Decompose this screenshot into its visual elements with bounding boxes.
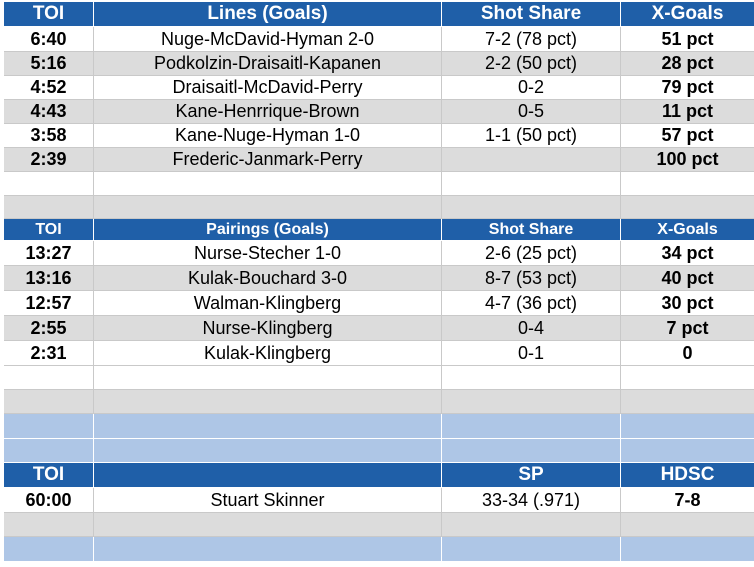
table-row bbox=[4, 291, 754, 316]
shot-share-cell: 7-2 (78 pct) bbox=[442, 27, 621, 52]
empty-cell bbox=[94, 537, 442, 562]
toi-cell: 4:43 bbox=[4, 100, 94, 124]
goalie-header-row bbox=[4, 463, 754, 488]
xgoals-cell: 30 pct bbox=[621, 291, 754, 316]
empty-cell bbox=[621, 196, 754, 219]
line-name-cell: Frederic-Janmark-Perry bbox=[94, 148, 442, 172]
empty-cell bbox=[4, 537, 94, 562]
goalie-name-cell: Stuart Skinner bbox=[94, 488, 442, 513]
table-row bbox=[4, 148, 754, 172]
table-row bbox=[4, 241, 754, 266]
empty-cell bbox=[4, 366, 94, 390]
xgoals-cell: 0 bbox=[621, 341, 754, 366]
shot-share-cell: 8-7 (53 pct) bbox=[442, 266, 621, 291]
table-row bbox=[4, 266, 754, 291]
empty-cell bbox=[4, 439, 94, 463]
table-row bbox=[4, 124, 754, 148]
empty-cell bbox=[442, 439, 621, 463]
shot-share-cell: 0-1 bbox=[442, 341, 621, 366]
empty-cell bbox=[621, 537, 754, 562]
empty-cell bbox=[621, 390, 754, 414]
empty-cell bbox=[4, 390, 94, 414]
table-row bbox=[4, 76, 754, 100]
toi-cell: 13:27 bbox=[4, 241, 94, 266]
lines-name-header: Lines (Goals) bbox=[94, 2, 442, 27]
empty-cell bbox=[621, 366, 754, 390]
lines-shots-header: Shot Share bbox=[442, 2, 621, 27]
toi-cell: 2:39 bbox=[4, 148, 94, 172]
table-row bbox=[4, 316, 754, 341]
empty-row bbox=[4, 390, 754, 414]
empty-cell bbox=[621, 439, 754, 463]
toi-cell: 12:57 bbox=[4, 291, 94, 316]
pairing-name-cell: Walman-Klingberg bbox=[94, 291, 442, 316]
shot-share-cell: 0-5 bbox=[442, 100, 621, 124]
shot-share-cell: 1-1 (50 pct) bbox=[442, 124, 621, 148]
empty-row bbox=[4, 172, 754, 196]
empty-cell bbox=[442, 366, 621, 390]
empty-row bbox=[4, 196, 754, 219]
lines-xg-header: X-Goals bbox=[621, 2, 754, 27]
shot-share-cell: 0-2 bbox=[442, 76, 621, 100]
hdsc-cell: 7-8 bbox=[621, 488, 754, 513]
empty-cell bbox=[94, 414, 442, 439]
toi-cell: 5:16 bbox=[4, 52, 94, 76]
line-name-cell: Draisaitl-McDavid-Perry bbox=[94, 76, 442, 100]
line-name-cell: Podkolzin-Draisaitl-Kapanen bbox=[94, 52, 442, 76]
xgoals-cell: 100 pct bbox=[621, 148, 754, 172]
pairing-name-cell: Kulak-Klingberg bbox=[94, 341, 442, 366]
goalie-sp-header: SP bbox=[442, 463, 621, 488]
empty-cell bbox=[94, 439, 442, 463]
pairing-name-cell: Nurse-Stecher 1-0 bbox=[94, 241, 442, 266]
empty-cell bbox=[4, 196, 94, 219]
xgoals-cell: 57 pct bbox=[621, 124, 754, 148]
pairings-name-header: Pairings (Goals) bbox=[94, 219, 442, 241]
goalie-hdsc-header: HDSC bbox=[621, 463, 754, 488]
spacer-band bbox=[4, 414, 754, 439]
pairings-shots-header: Shot Share bbox=[442, 219, 621, 241]
table-row bbox=[4, 52, 754, 76]
empty-cell bbox=[442, 172, 621, 196]
pairings-toi-header: TOI bbox=[4, 219, 94, 241]
empty-cell bbox=[621, 414, 754, 439]
empty-row bbox=[4, 513, 754, 537]
toi-cell: 4:52 bbox=[4, 76, 94, 100]
shot-share-cell: 2-2 (50 pct) bbox=[442, 52, 621, 76]
table-row bbox=[4, 27, 754, 52]
empty-cell bbox=[4, 172, 94, 196]
xgoals-cell: 7 pct bbox=[621, 316, 754, 341]
pairing-name-cell: Nurse-Klingberg bbox=[94, 316, 442, 341]
pairing-name-cell: Kulak-Bouchard 3-0 bbox=[94, 266, 442, 291]
empty-cell bbox=[442, 390, 621, 414]
goalie-name-header bbox=[94, 463, 442, 488]
goalie-toi-header: TOI bbox=[4, 463, 94, 488]
empty-cell bbox=[442, 537, 621, 562]
lines-header-row bbox=[4, 2, 754, 27]
save-pct-cell: 33-34 (.971) bbox=[442, 488, 621, 513]
toi-cell: 60:00 bbox=[4, 488, 94, 513]
xgoals-cell: 11 pct bbox=[621, 100, 754, 124]
empty-cell bbox=[442, 513, 621, 537]
shot-share-cell: 0-4 bbox=[442, 316, 621, 341]
empty-cell bbox=[94, 196, 442, 219]
xgoals-cell: 51 pct bbox=[621, 27, 754, 52]
table-row bbox=[4, 341, 754, 366]
xgoals-cell: 40 pct bbox=[621, 266, 754, 291]
lines-toi-header: TOI bbox=[4, 2, 94, 27]
empty-cell bbox=[94, 390, 442, 414]
empty-cell bbox=[4, 513, 94, 537]
xgoals-cell: 34 pct bbox=[621, 241, 754, 266]
shot-share-cell: 4-7 (36 pct) bbox=[442, 291, 621, 316]
toi-cell: 13:16 bbox=[4, 266, 94, 291]
empty-cell bbox=[94, 366, 442, 390]
empty-row bbox=[4, 366, 754, 390]
line-name-cell: Kane-Henrrique-Brown bbox=[94, 100, 442, 124]
pairings-xg-header: X-Goals bbox=[621, 219, 754, 241]
empty-cell bbox=[94, 513, 442, 537]
xgoals-cell: 79 pct bbox=[621, 76, 754, 100]
empty-cell bbox=[442, 196, 621, 219]
line-name-cell: Kane-Nuge-Hyman 1-0 bbox=[94, 124, 442, 148]
shot-share-cell bbox=[442, 148, 621, 172]
spacer-band bbox=[4, 439, 754, 463]
table-row bbox=[4, 488, 754, 513]
spacer-band bbox=[4, 537, 754, 562]
line-name-cell: Nuge-McDavid-Hyman 2-0 bbox=[94, 27, 442, 52]
empty-cell bbox=[442, 414, 621, 439]
table-row bbox=[4, 100, 754, 124]
empty-cell bbox=[621, 172, 754, 196]
empty-cell bbox=[4, 414, 94, 439]
xgoals-cell: 28 pct bbox=[621, 52, 754, 76]
shot-share-cell: 2-6 (25 pct) bbox=[442, 241, 621, 266]
toi-cell: 2:31 bbox=[4, 341, 94, 366]
empty-cell bbox=[621, 513, 754, 537]
toi-cell: 6:40 bbox=[4, 27, 94, 52]
toi-cell: 3:58 bbox=[4, 124, 94, 148]
toi-cell: 2:55 bbox=[4, 316, 94, 341]
empty-cell bbox=[94, 172, 442, 196]
pairings-header-row bbox=[4, 219, 754, 241]
